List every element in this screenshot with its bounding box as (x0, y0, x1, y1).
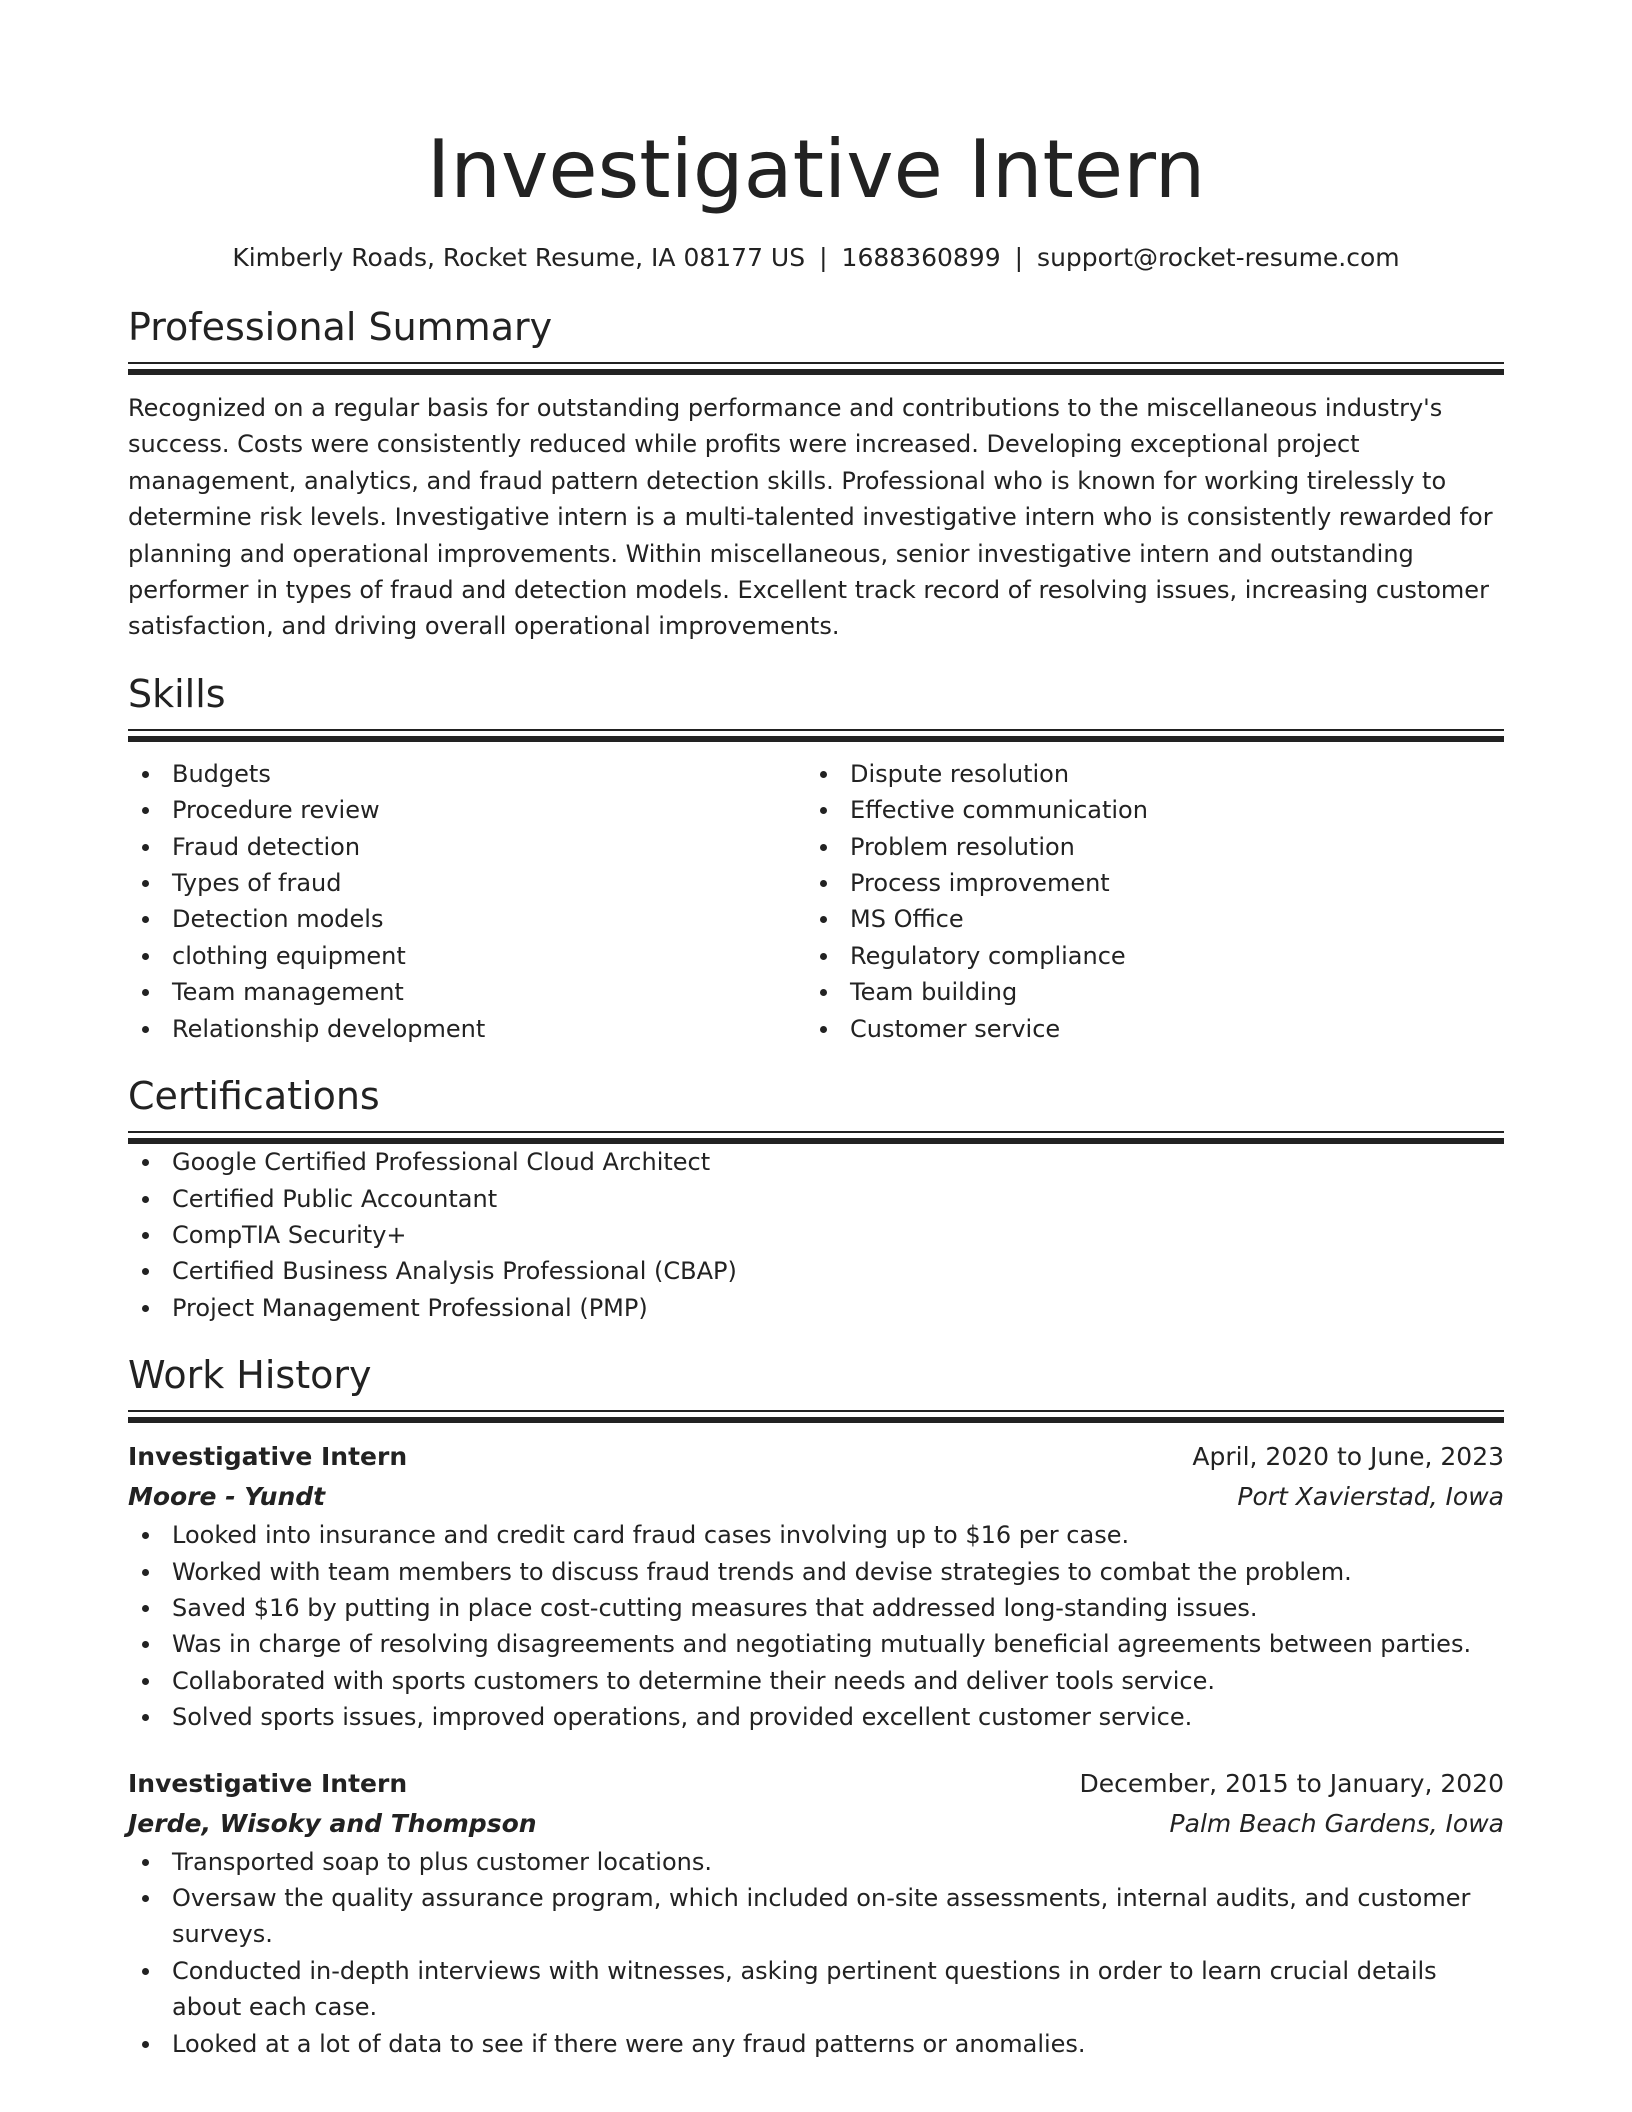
work-history-section (128, 1352, 1504, 2062)
summary-section (128, 304, 1504, 645)
section-divider (128, 1410, 1504, 1423)
skills-section (128, 671, 1504, 1047)
skill-item: Regulatory compliance (806, 938, 1484, 974)
job-subheader (128, 1804, 1504, 1844)
contact-separator: | (1014, 243, 1024, 272)
job-bullets (128, 1844, 1504, 2062)
job-bullet: Oversaw the quality assurance program, which included on-site assessments, internal audits, and customer surveys. (128, 1880, 1504, 1953)
skill-item: Detection models (128, 901, 806, 937)
skill-item: Fraud detection (128, 829, 806, 865)
skill-item: Types of fraud (128, 865, 806, 901)
job-dates: April, 2020 to June, 2023 (1192, 1442, 1504, 1472)
section-title-certifications: Certifications (128, 1074, 380, 1119)
skill-item: Effective communication (806, 792, 1484, 828)
job-bullet: Worked with team members to discuss fraud trends and devise strategies to combat the problem. (128, 1554, 1504, 1590)
section-title-work-history: Work History (128, 1353, 372, 1398)
job-company: Jerde, Wisoky and Thompson (128, 1808, 537, 1838)
skill-item: Customer service (806, 1011, 1484, 1047)
job-entry (128, 1764, 1504, 2062)
skill-item: Team management (128, 974, 806, 1010)
job-bullet: Saved $16 by putting in place cost-cutting measures that addressed long-standing issues. (128, 1590, 1504, 1626)
job-header (128, 1437, 1504, 1477)
skill-item: Team building (806, 974, 1484, 1010)
certifications-list (128, 1144, 1504, 1326)
job-bullet: Transported soap to plus customer locations. (128, 1844, 1504, 1880)
certification-item: CompTIA Security+ (128, 1217, 1504, 1253)
job-bullet: Solved sports issues, improved operations, and provided excellent customer service. (128, 1699, 1504, 1735)
skill-item: Dispute resolution (806, 756, 1484, 792)
job-bullet: Looked at a lot of data to see if there were any fraud patterns or anomalies. (128, 2026, 1504, 2062)
skill-item: clothing equipment (128, 938, 806, 974)
job-bullet: Conducted in-depth interviews with witnesses, asking pertinent questions in order to learn crucial details about each case. (128, 1953, 1504, 2026)
job-header (128, 1764, 1504, 1804)
section-divider (128, 362, 1504, 375)
job-location: Port Xavierstad, Iowa (1237, 1482, 1504, 1512)
job-title: Investigative Intern (128, 1442, 408, 1472)
job-dates: December, 2015 to January, 2020 (1079, 1768, 1504, 1798)
summary-text: Recognized on a regular basis for outstanding performance and contributions to the miscellaneous industry's success. Costs were consistently reduced while profits were increased. Developing exceptional project management, analytics, and fraud pattern detection skills. Professional who is known for working tirelessly to determine risk levels. Investigative intern is a multi-talented investigative intern who is consistently rewarded for planning and operational improvements. Within miscellaneous, senior investigative intern and outstanding performer in types of fraud and detection models. Excellent track record of resolving issues, increasing customer satisfaction, and driving overall operational improvements. (128, 394, 1493, 641)
certifications-section (128, 1073, 1504, 1326)
section-title-skills: Skills (128, 671, 226, 716)
job-bullets (128, 1517, 1504, 1735)
skill-item: Problem resolution (806, 829, 1484, 865)
candidate-name: Investigative Intern (426, 123, 1206, 216)
section-title-summary: Professional Summary (128, 305, 553, 349)
skill-item: Procedure review (128, 792, 806, 828)
skills-grid (128, 756, 1504, 1047)
job-subheader (128, 1477, 1504, 1517)
job-title: Investigative Intern (128, 1768, 408, 1798)
job-company: Moore - Yundt (128, 1482, 326, 1512)
certification-item: Certified Public Accountant (128, 1181, 1504, 1217)
contact-line (128, 242, 1504, 274)
contact-address: Kimberly Roads, Rocket Resume, IA 08177 US (232, 243, 806, 272)
skills-column-left (128, 756, 806, 1047)
skill-item: Budgets (128, 756, 806, 792)
resume-page (128, 0, 1504, 2062)
section-divider (128, 729, 1504, 742)
certification-item: Google Certified Professional Cloud Architect (128, 1144, 1504, 1180)
skills-column-right (806, 756, 1484, 1047)
certification-item: Project Management Professional (PMP) (128, 1290, 1504, 1326)
skill-item: Relationship development (128, 1011, 806, 1047)
skill-item: Process improvement (806, 865, 1484, 901)
job-bullet: Looked into insurance and credit card fraud cases involving up to $16 per case. (128, 1517, 1504, 1553)
section-divider (128, 1131, 1504, 1144)
certification-item: Certified Business Analysis Professional (CBAP) (128, 1253, 1504, 1289)
job-location: Palm Beach Gardens, Iowa (1169, 1808, 1504, 1838)
contact-phone: 1688360899 (841, 243, 1001, 272)
skill-item: MS Office (806, 901, 1484, 937)
job-bullet: Was in charge of resolving disagreements and negotiating mutually beneficial agreements between parties. (128, 1626, 1504, 1662)
contact-separator: | (819, 243, 828, 272)
job-bullet: Collaborated with sports customers to determine their needs and deliver tools service. (128, 1663, 1504, 1699)
contact-email[interactable]: support@rocket-resume.com (1037, 243, 1400, 272)
job-entry (128, 1437, 1504, 1735)
